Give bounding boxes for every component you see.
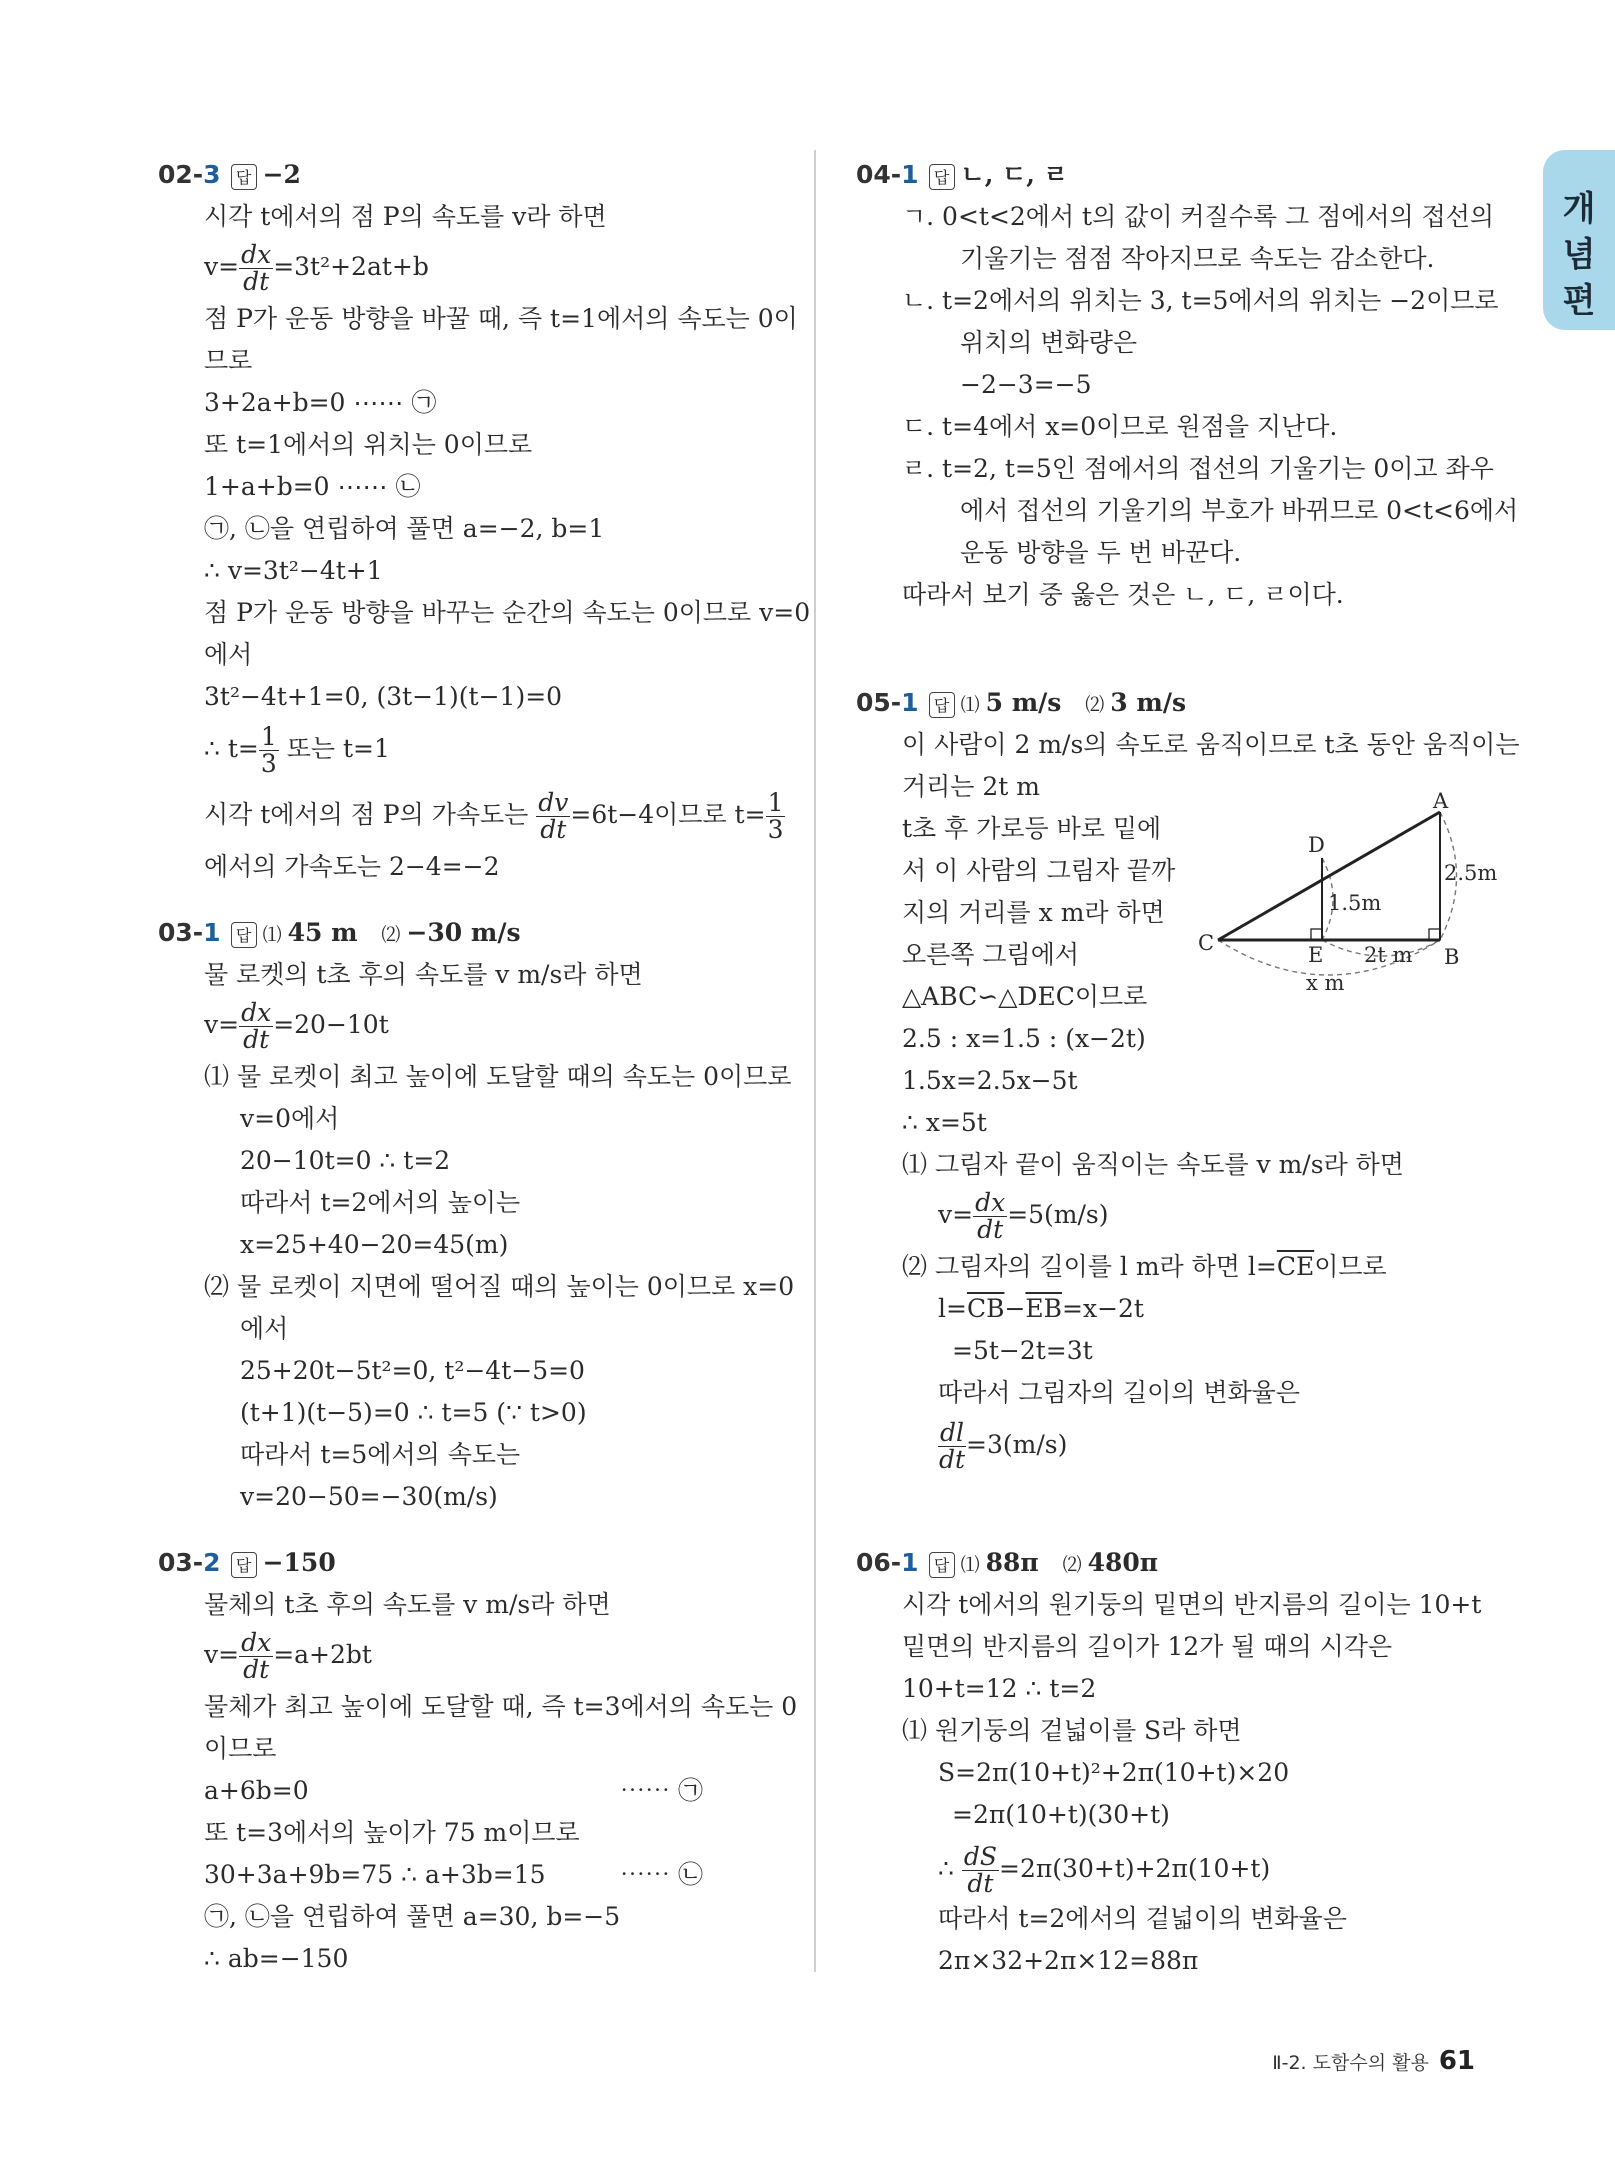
answer: −150 xyxy=(262,1548,336,1577)
answer: −2 xyxy=(262,160,301,189)
problem-number: 03-2 xyxy=(158,1548,221,1577)
problem-header-03-1: 03-1 답 ⑴ 45 m ⑵ −30 m/s xyxy=(158,918,521,947)
answer: 88π xyxy=(985,1548,1039,1577)
label-cb-length: x m xyxy=(1306,971,1345,995)
section-tab xyxy=(1543,150,1615,330)
answer: 5 m/s xyxy=(985,688,1062,717)
tab-char: 편 xyxy=(1562,281,1596,321)
equation-line: 1.5x=2.5x−5t xyxy=(902,1066,1078,1095)
equation-line: 2.5 : x=1.5 : (x−2t) xyxy=(902,1024,1146,1053)
text-line: ⑴ 그림자 끝이 움직이는 속도를 v m/s라 하면 xyxy=(902,1150,1404,1179)
text-line: △ABC∽△DEC이므로 xyxy=(902,982,1148,1011)
equation-tag: ⋯⋯ ㉡ xyxy=(620,1860,703,1889)
problem-number: 05-1 xyxy=(856,688,919,717)
text-line: 지의 거리를 x m라 하면 xyxy=(902,898,1165,927)
text-line: 므로 xyxy=(204,346,253,375)
text-line: 이 사람이 2 m/s의 속도로 움직이므로 t초 동안 움직이는 xyxy=(902,730,1520,759)
label-eb-length: 2t m xyxy=(1364,943,1413,967)
text-line: 운동 방향을 두 번 바꾼다. xyxy=(960,538,1242,567)
text-line: 따라서 그림자의 길이의 변화율은 xyxy=(938,1378,1300,1407)
text-line: 에서 xyxy=(204,640,253,669)
equation-line: 2π×32+2π×12=88π xyxy=(938,1946,1199,1975)
column-divider xyxy=(814,150,816,1972)
tab-char: 개 xyxy=(1562,189,1596,229)
equation-line: 시각 t에서의 점 P의 가속도는 $\frac{dv}{dt}$ =6t−4이므로 t= $\frac{1}{3}$ xyxy=(204,788,784,844)
text-line: ㄱ. 0<t<2에서 t의 값이 커질수록 그 점에서의 접선의 xyxy=(902,202,1495,231)
text-line: 위치의 변화량은 xyxy=(960,328,1137,357)
problem-header-05-1: 05-1 답 ⑴ 5 m/s ⑵ 3 m/s xyxy=(856,688,1187,717)
right-angle-mark xyxy=(1429,929,1440,940)
text-line: ㄷ. t=4에서 x=0이므로 원점을 지난다. xyxy=(902,412,1338,441)
equation-line: a+6b=0 xyxy=(204,1776,309,1805)
text-line: ㉠, ㉡을 연립하여 풀면 a=30, b=−5 xyxy=(204,1902,621,1931)
text-line: 이므로 xyxy=(204,1734,277,1763)
text-line: 따라서 t=2에서의 높이는 xyxy=(240,1188,521,1217)
answer-mark: 답 xyxy=(929,1552,955,1578)
equation-line: x=25+40−20=45(m) xyxy=(240,1230,509,1259)
text-line: 물 로켓의 t초 후의 속도를 v m/s라 하면 xyxy=(204,960,643,989)
label-ab-length: 2.5m xyxy=(1444,861,1498,885)
answer: ㄴ, ㄷ, ㄹ xyxy=(960,160,1068,189)
label-e: E xyxy=(1308,943,1324,967)
equation-line: 30+3a+9b=75 ∴ a+3b=15 xyxy=(204,1860,546,1889)
equation-line: v= $\frac{dx}{dt}$ =a+2bt xyxy=(204,1628,372,1684)
text-line: ㄹ. t=2, t=5인 점에서의 접선의 기울기는 0이고 좌우 xyxy=(902,454,1494,483)
text-line: 시각 t에서의 원기둥의 밑면의 반지름의 길이는 10+t xyxy=(902,1590,1482,1619)
problem-number: 03-1 xyxy=(158,918,221,947)
equation-line: 3t²−4t+1=0, (3t−1)(t−1)=0 xyxy=(204,682,563,711)
footer-section: Ⅱ-2. 도함수의 활용 xyxy=(1272,2052,1429,2074)
equation-line: =2π(10+t)(30+t) xyxy=(952,1800,1170,1829)
text-line: 오른쪽 그림에서 xyxy=(902,940,1079,969)
equation-line: −2−3=−5 xyxy=(960,370,1092,399)
equation-line: ∴ t= $\frac{1}{3}$ 또는 t=1 xyxy=(204,722,390,778)
text-line: 기울기는 점점 작아지므로 속도는 감소한다. xyxy=(960,244,1435,273)
answer: 480π xyxy=(1087,1548,1159,1577)
text-line: 따라서 t=5에서의 속도는 xyxy=(240,1440,521,1469)
equation-line: v= $\frac{dx}{dt}$ =3t²+2at+b xyxy=(204,240,429,296)
text-line: 또 t=1에서의 위치는 0이므로 xyxy=(204,430,533,459)
equation-line: (t+1)(t−5)=0 ∴ t=5 (∵ t>0) xyxy=(240,1398,587,1427)
equation-line: 3+2a+b=0 ⋯⋯ ㉠ xyxy=(204,388,437,417)
equation-line: 10+t=12 ∴ t=2 xyxy=(902,1674,1097,1703)
page-number: 61 xyxy=(1438,2046,1475,2076)
text-line: 따라서 보기 중 옳은 것은 ㄴ, ㄷ, ㄹ이다. xyxy=(902,580,1344,609)
hypotenuse-ca xyxy=(1218,812,1440,940)
text-line: 시각 t에서의 점 P의 속도를 v라 하면 xyxy=(204,202,607,231)
text-line: v=0에서 xyxy=(240,1104,340,1133)
problem-number: 02-3 xyxy=(158,160,221,189)
label-d: D xyxy=(1308,833,1325,857)
text-line: 거리는 2t m xyxy=(902,772,1041,801)
equation-line: ∴ v=3t²−4t+1 xyxy=(204,556,383,585)
problem-header-02-3 xyxy=(158,158,301,192)
answer: −30 m/s xyxy=(406,918,521,947)
equation-line: $l=\overline{CB}-\overline{EB}=x-2t$ xyxy=(938,1294,1144,1323)
equation-line: =5t−2t=3t xyxy=(952,1336,1093,1365)
text-line: 밑면의 반지름의 길이가 12가 될 때의 시각은 xyxy=(902,1632,1393,1661)
page-footer xyxy=(1272,2046,1475,2076)
problem-header-03-2 xyxy=(158,1546,336,1580)
equation-line: v=20−50=−30(m/s) xyxy=(240,1482,498,1511)
answer: 45 m xyxy=(287,918,358,947)
equation-line: 1+a+b=0 ⋯⋯ ㉡ xyxy=(204,472,421,501)
text-line: t초 후 가로등 바로 밑에 xyxy=(902,814,1162,843)
text-line: 점 P가 운동 방향을 바꾸는 순간의 속도는 0이므로 v=0 xyxy=(204,598,811,627)
label-a: A xyxy=(1433,789,1449,813)
text-line: ⑵ 그림자의 길이를 l m라 하면 $l=\overline{CE}$이므로 xyxy=(902,1252,1387,1281)
text-line: ⑴ 원기둥의 겉넓이를 S라 하면 xyxy=(902,1716,1242,1745)
equation-line: 25+20t−5t²=0, t²−4t−5=0 xyxy=(240,1356,585,1385)
problem-header-06-1: 06-1 답 ⑴ 88π ⑵ 480π xyxy=(856,1548,1159,1577)
answer-mark: 답 xyxy=(231,1552,257,1578)
similar-triangles-diagram xyxy=(1178,789,1498,1000)
text-line: 물체의 t초 후의 속도를 v m/s라 하면 xyxy=(204,1590,611,1619)
equation-line: S=2π(10+t)²+2π(10+t)×20 xyxy=(938,1758,1290,1787)
answer-mark: 답 xyxy=(929,692,955,718)
equation-line: ∴ $\frac{dS}{dt}$ =2π(30+t)+2π(10+t) xyxy=(938,1842,1271,1898)
text-line: ⑴ 물 로켓이 최고 높이에 도달할 때의 속도는 0이므로 xyxy=(204,1062,792,1091)
right-angle-mark xyxy=(1311,929,1322,940)
equation-line: ∴ ab=−150 xyxy=(204,1944,349,1973)
problem-header-04-1 xyxy=(856,158,1068,192)
text-line: 에서 접선의 기울기의 부호가 바뀌므로 0<t<6에서 xyxy=(960,496,1519,525)
text-line: ⑵ 물 로켓이 지면에 떨어질 때의 높이는 0이므로 x=0 xyxy=(204,1272,795,1301)
equation-line: v= $\frac{dx}{dt}$ =5(m/s) xyxy=(938,1188,1109,1244)
text-line: 서 이 사람의 그림자 끝까 xyxy=(902,856,1176,885)
text-line: 따라서 t=2에서의 겉넓이의 변화율은 xyxy=(938,1904,1347,1933)
equation-line: 20−10t=0 ∴ t=2 xyxy=(240,1146,451,1175)
text-line: 물체가 최고 높이에 도달할 때, 즉 t=3에서의 속도는 0 xyxy=(204,1692,798,1721)
text-line: 또 t=3에서의 높이가 75 m이므로 xyxy=(204,1818,580,1847)
answer-mark: 답 xyxy=(231,164,257,190)
problem-number: 06-1 xyxy=(856,1548,919,1577)
equation-line: ∴ x=5t xyxy=(902,1108,987,1137)
label-de-length: 1.5m xyxy=(1328,891,1382,915)
text-line: ㄴ. t=2에서의 위치는 3, t=5에서의 위치는 −2이므로 xyxy=(902,286,1499,315)
label-b: B xyxy=(1444,945,1460,969)
problem-number: 04-1 xyxy=(856,160,919,189)
label-c: C xyxy=(1198,931,1215,955)
text-line: 에서 xyxy=(240,1314,289,1343)
equation-line: $\frac{dl}{dt}$ =3(m/s) xyxy=(938,1418,1068,1474)
equation-line: v= $\frac{dx}{dt}$ =20−10t xyxy=(204,998,389,1054)
equation-tag: ⋯⋯ ㉠ xyxy=(620,1776,703,1805)
answer: 3 m/s xyxy=(1110,688,1187,717)
text-line: 에서의 가속도는 2−4=−2 xyxy=(204,852,500,881)
text-line: 점 P가 운동 방향을 바꿀 때, 즉 t=1에서의 속도는 0이 xyxy=(204,304,798,333)
tab-char: 념 xyxy=(1562,235,1596,275)
answer-mark: 답 xyxy=(929,164,955,190)
answer-mark: 답 xyxy=(231,922,257,948)
text-line: ㉠, ㉡을 연립하여 풀면 a=−2, b=1 xyxy=(204,514,605,543)
